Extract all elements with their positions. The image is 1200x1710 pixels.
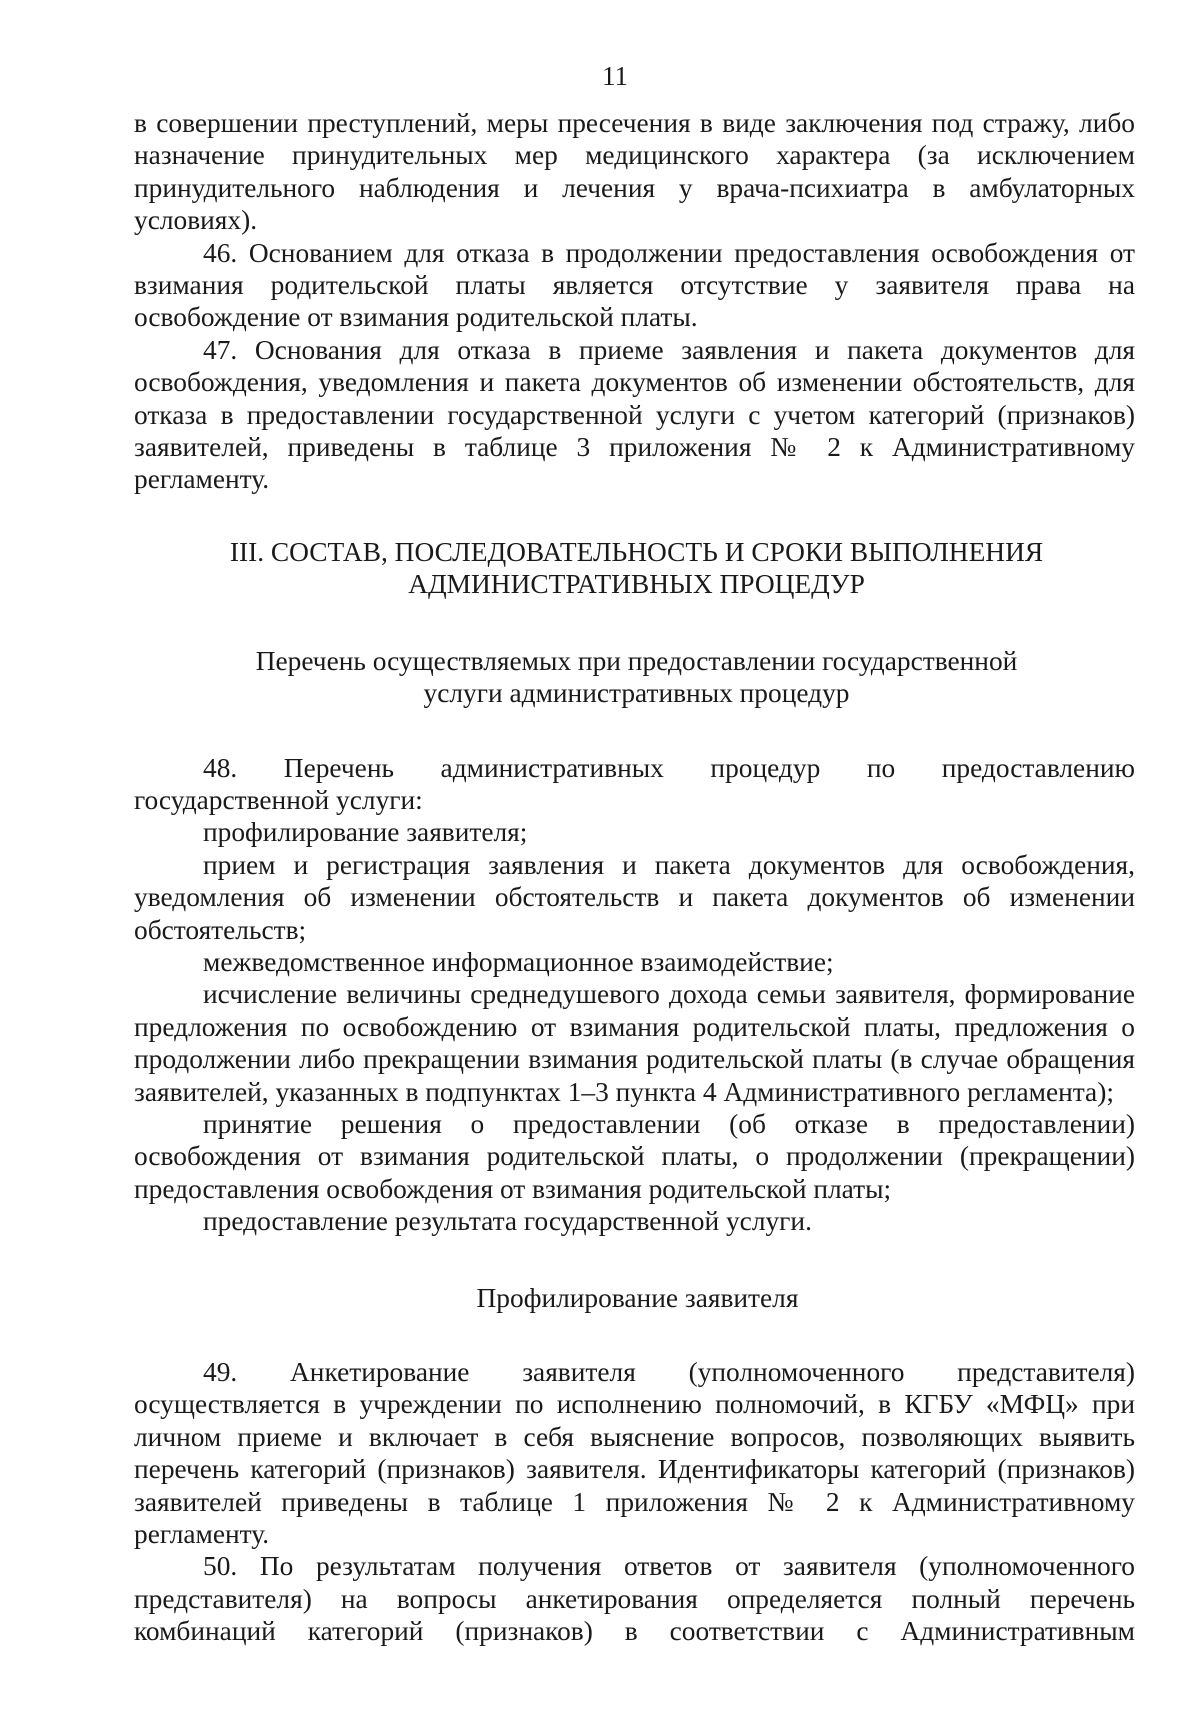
list-item-procedure-5: принятие решения о предоставлении (об отказе в предоставлении) освобождения от взимания родительской платы, о продолжении (прекращении) предоставления освобождения от взимания родительской платы; — [134, 1108, 1135, 1204]
paragraph-continuation: в совершении преступлений, меры пресечения в виде заключения под стражу, либо назначение принудительных мер медицинского характера (за исключением принудительного наблюдения и лечения у врача-психиатра в амбулаторных условиях). — [134, 108, 1135, 236]
list-item-procedure-4: исчисление величины среднедушевого дохода семьи заявителя, формирование предложения по освобождению от взимания родительской платы, предложения о продолжении либо прекращении взимания родительской платы (в случае обращения заявителей, указанных в подпунктах 1–3 пункта 4 Административного регламента); — [134, 979, 1135, 1107]
document-body — [134, 107, 1135, 1648]
section-heading-line-2: АДМИНИСТРАТИВНЫХ ПРОЦЕДУР — [408, 569, 865, 600]
paragraph-49: 49. Анкетирование заявителя (уполномоченного представителя) осуществляется в учреждении по исполнению полномочий, в КГБУ «МФЦ» при личном приеме и включает в себя выяснение вопросов, позволяющих выявить перечень категорий (признаков) заявителя. Идентификаторы категорий (признаков) заявителей приведены в таблице 1 приложения № 2 к Административному регламенту. — [134, 1357, 1135, 1550]
paragraph-46: 46. Основанием для отказа в продолжении предоставления освобождения от взимания родительской платы является отсутствие у заявителя права на освобождение от взимания родительской платы. — [134, 237, 1135, 333]
section-heading-line-1: III. СОСТАВ, ПОСЛЕДОВАТЕЛЬНОСТЬ И СРОКИ ВЫПОЛНЕНИЯ — [229, 536, 1044, 567]
subheading-procedures-line-2: услуги административных процедур — [423, 678, 850, 709]
paragraph-48-intro: 48. Перечень административных процедур по предоставлению государственной услуги: — [134, 752, 1135, 815]
list-item-procedure-6: предоставление результата государственной услуги. — [203, 1206, 812, 1237]
subheading-profiling: Профилирование заявителя — [476, 1282, 799, 1313]
paragraph-47: 47. Основания для отказа в приеме заявления и пакета документов для освобождения, уведомления и пакета документов об изменении обстоятельств, для отказа в предоставлении государственной услуги с учетом категорий (признаков) заявителей, приведены в таблице 3 приложения № 2 к Административному регламенту. — [134, 334, 1135, 495]
list-item-procedure-2: прием и регистрация заявления и пакета документов для освобождения, уведомления об изменении обстоятельств и пакета документов об изменении обстоятельств; — [134, 849, 1135, 945]
section-heading — [134, 536, 1135, 601]
subheading-procedures-list — [134, 645, 1135, 710]
list-item-procedure-1: профилирование заявителя; — [203, 817, 528, 848]
list-item-procedure-3: межведомственное информационное взаимодействие; — [203, 946, 834, 977]
subheading-procedures-line-1: Перечень осуществляемых при предоставлении государственной — [255, 645, 1018, 676]
page-number: 11 — [602, 61, 628, 91]
paragraph-50: 50. По результатам получения ответов от заявителя (уполномоченного представителя) на вопросы анкетирования определяется полный перечень комбинаций категорий (признаков) в соответствии с Административным — [134, 1551, 1135, 1647]
